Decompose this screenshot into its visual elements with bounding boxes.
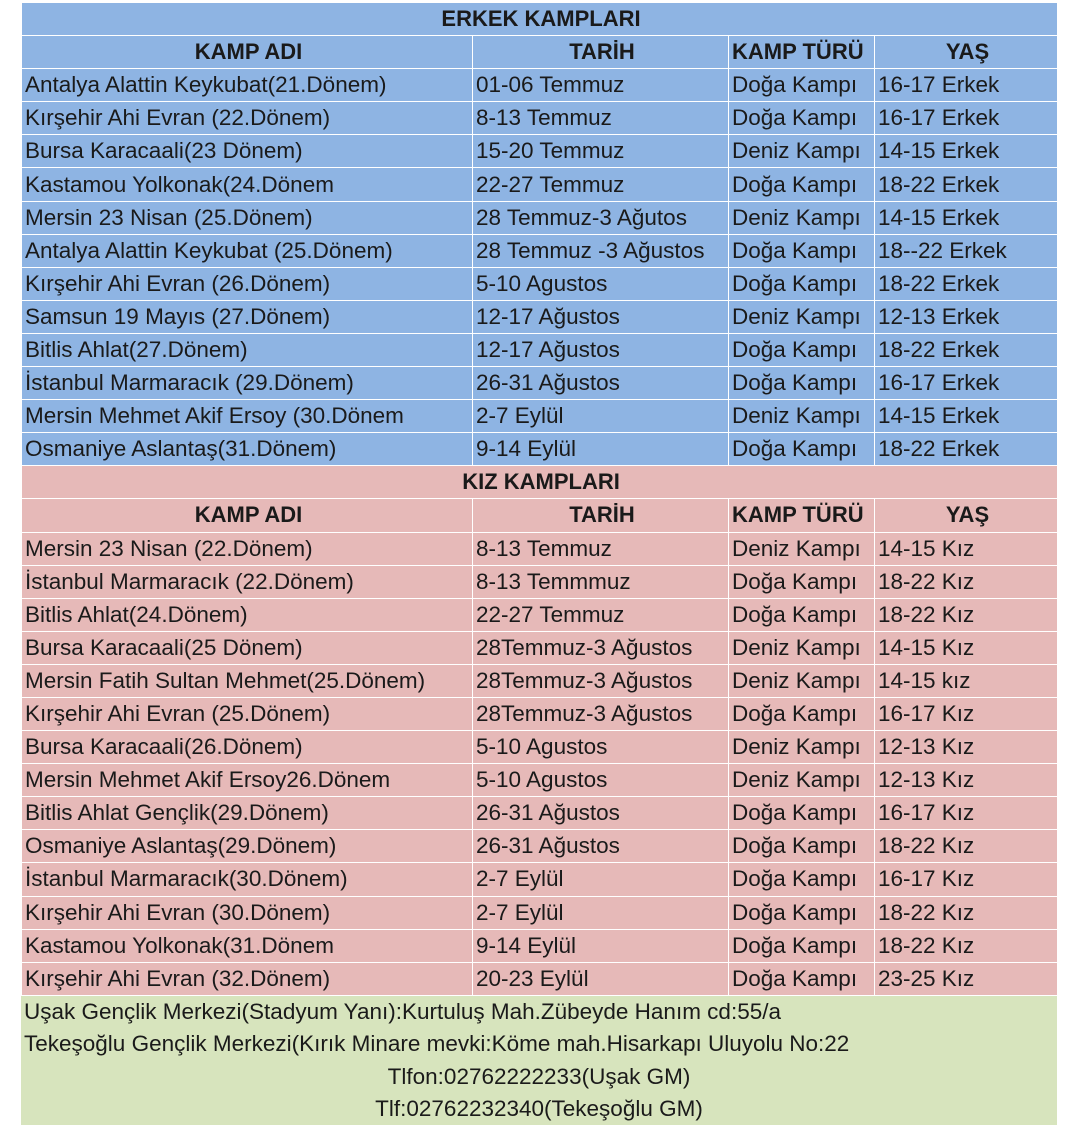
date-cell: 5-10 Agustos — [473, 267, 729, 300]
camp-type-cell: Doğa Kampı — [729, 797, 875, 830]
camp-name-cell: Kastamou Yolkonak(31.Dönem — [22, 929, 473, 962]
age-cell: 16-17 Erkek — [875, 367, 1058, 400]
table-row — [22, 367, 1058, 400]
age-cell: 12-13 Kız — [875, 731, 1058, 764]
age-cell: 14-15 Erkek — [875, 400, 1058, 433]
date-cell: 28Temmuz-3 Ağustos — [473, 631, 729, 664]
age-cell: 18-22 Kız — [875, 929, 1058, 962]
camp-name-cell: Kırşehir Ahi Evran (25.Dönem) — [22, 697, 473, 730]
date-cell: 28 Temmuz-3 Ağutos — [473, 201, 729, 234]
camp-name-cell: Bitlis Ahlat(24.Dönem) — [22, 598, 473, 631]
camp-type-cell: Doğa Kampı — [729, 367, 875, 400]
table-row — [22, 201, 1058, 234]
table-row — [22, 631, 1058, 664]
age-cell: 18-22 Erkek — [875, 433, 1058, 466]
camp-name-cell: Kırşehir Ahi Evran (32.Dönem) — [22, 962, 473, 995]
camp-type-cell: Doğa Kampı — [729, 697, 875, 730]
date-cell: 26-31 Ağustos — [473, 797, 729, 830]
date-cell: 22-27 Temmuz — [473, 168, 729, 201]
camp-type-cell: Deniz Kampı — [729, 300, 875, 333]
age-cell: 14-15 Kız — [875, 631, 1058, 664]
camp-type-cell: Doğa Kampı — [729, 565, 875, 598]
table-row — [22, 333, 1058, 366]
camp-name-cell: Antalya Alattin Keykubat (25.Dönem) — [22, 234, 473, 267]
date-cell: 8-13 Temmmuz — [473, 565, 729, 598]
date-cell: 9-14 Eylül — [473, 433, 729, 466]
table-row — [22, 102, 1058, 135]
date-cell: 15-20 Temmuz — [473, 135, 729, 168]
camp-name-cell: Kırşehir Ahi Evran (26.Dönem) — [22, 267, 473, 300]
table-row — [22, 234, 1058, 267]
date-cell: 26-31 Ağustos — [473, 367, 729, 400]
date-cell: 12-17 Ağustos — [473, 300, 729, 333]
header-date: TARİH — [473, 36, 729, 69]
male-section-title: ERKEK KAMPLARI — [22, 3, 1058, 36]
camp-schedule-sheet — [21, 2, 1057, 1125]
date-cell: 2-7 Eylül — [473, 400, 729, 433]
date-cell: 28 Temmuz -3 Ağustos — [473, 234, 729, 267]
age-cell: 14-15 Erkek — [875, 135, 1058, 168]
table-row — [22, 400, 1058, 433]
date-cell: 2-7 Eylül — [473, 896, 729, 929]
table-row — [22, 929, 1058, 962]
camp-name-cell: Osmaniye Aslantaş(29.Dönem) — [22, 830, 473, 863]
age-cell: 18-22 Erkek — [875, 168, 1058, 201]
contact-footer — [21, 996, 1057, 1125]
table-row — [22, 300, 1058, 333]
date-cell: 28Temmuz-3 Ağustos — [473, 697, 729, 730]
age-cell: 16-17 Erkek — [875, 102, 1058, 135]
camp-name-cell: Antalya Alattin Keykubat(21.Dönem) — [22, 69, 473, 102]
date-cell: 26-31 Ağustos — [473, 830, 729, 863]
address-usak: Uşak Gençlik Merkezi(Stadyum Yanı):Kurtuluş Mah.Zübeyde Hanım cd:55/a — [24, 998, 781, 1024]
female-header-row — [22, 499, 1058, 532]
male-section-title-row — [22, 3, 1058, 36]
header-camp-type: KAMP TÜRÜ — [729, 36, 875, 69]
date-cell: 22-27 Temmuz — [473, 598, 729, 631]
camp-type-cell: Doğa Kampı — [729, 102, 875, 135]
camp-name-cell: Bitlis Ahlat(27.Dönem) — [22, 333, 473, 366]
table-row — [22, 830, 1058, 863]
camp-type-cell: Doğa Kampı — [729, 69, 875, 102]
camp-name-cell: Kastamou Yolkonak(24.Dönem — [22, 168, 473, 201]
age-cell: 14-15 Kız — [875, 532, 1058, 565]
age-cell: 16-17 Kız — [875, 697, 1058, 730]
header-camp-name: KAMP ADI — [22, 36, 473, 69]
female-camps-section — [22, 466, 1058, 996]
table-row — [22, 135, 1058, 168]
age-cell: 23-25 Kız — [875, 962, 1058, 995]
age-cell: 16-17 Kız — [875, 863, 1058, 896]
header-age: YAŞ — [875, 36, 1058, 69]
camp-type-cell: Deniz Kampı — [729, 201, 875, 234]
date-cell: 2-7 Eylül — [473, 863, 729, 896]
table-row — [22, 598, 1058, 631]
camp-table — [21, 2, 1058, 996]
camp-type-cell: Deniz Kampı — [729, 764, 875, 797]
date-cell: 20-23 Eylül — [473, 962, 729, 995]
camp-name-cell: Bitlis Ahlat Gençlik(29.Dönem) — [22, 797, 473, 830]
age-cell: 14-15 Erkek — [875, 201, 1058, 234]
camp-name-cell: Osmaniye Aslantaş(31.Dönem) — [22, 433, 473, 466]
date-cell: 5-10 Agustos — [473, 764, 729, 797]
camp-type-cell: Deniz Kampı — [729, 400, 875, 433]
age-cell: 12-13 Kız — [875, 764, 1058, 797]
camp-name-cell: Kırşehir Ahi Evran (30.Dönem) — [22, 896, 473, 929]
female-section-title: KIZ KAMPLARI — [22, 466, 1058, 499]
camp-name-cell: Mersin Mehmet Akif Ersoy (30.Dönem — [22, 400, 473, 433]
camp-type-cell: Doğa Kampı — [729, 168, 875, 201]
camp-name-cell: Samsun 19 Mayıs (27.Dönem) — [22, 300, 473, 333]
age-cell: 16-17 Erkek — [875, 69, 1058, 102]
camp-type-cell: Deniz Kampı — [729, 135, 875, 168]
camp-name-cell: Bursa Karacaali(23 Dönem) — [22, 135, 473, 168]
date-cell: 28Temmuz-3 Ağustos — [473, 664, 729, 697]
camp-type-cell: Deniz Kampı — [729, 731, 875, 764]
phone-tekesoglu: Tlf:02762232340(Tekeşoğlu GM) — [375, 1095, 703, 1121]
table-row — [22, 168, 1058, 201]
camp-type-cell: Doğa Kampı — [729, 267, 875, 300]
table-row — [22, 896, 1058, 929]
camp-name-cell: İstanbul Marmaracık(30.Dönem) — [22, 863, 473, 896]
age-cell: 18-22 Erkek — [875, 333, 1058, 366]
age-cell: 16-17 Kız — [875, 797, 1058, 830]
camp-name-cell: Kırşehir Ahi Evran (22.Dönem) — [22, 102, 473, 135]
table-row — [22, 433, 1058, 466]
camp-type-cell: Doğa Kampı — [729, 863, 875, 896]
camp-type-cell: Doğa Kampı — [729, 962, 875, 995]
camp-type-cell: Doğa Kampı — [729, 598, 875, 631]
camp-name-cell: İstanbul Marmaracık (22.Dönem) — [22, 565, 473, 598]
age-cell: 18--22 Erkek — [875, 234, 1058, 267]
age-cell: 18-22 Kız — [875, 830, 1058, 863]
age-cell: 18-22 Kız — [875, 565, 1058, 598]
age-cell: 12-13 Erkek — [875, 300, 1058, 333]
table-row — [22, 731, 1058, 764]
camp-type-cell: Doğa Kampı — [729, 929, 875, 962]
table-row — [22, 565, 1058, 598]
table-row — [22, 664, 1058, 697]
age-cell: 14-15 kız — [875, 664, 1058, 697]
camp-name-cell: Mersin Fatih Sultan Mehmet(25.Dönem) — [22, 664, 473, 697]
camp-type-cell: Doğa Kampı — [729, 234, 875, 267]
phone-usak: Tlfon:02762222233(Uşak GM) — [387, 1063, 691, 1089]
address-tekesoglu: Tekeşoğlu Gençlik Merkezi(Kırık Minare mevki:Köme mah.Hisarkapı Uluyolu No:22 — [24, 1031, 850, 1057]
camp-type-cell: Doğa Kampı — [729, 830, 875, 863]
camp-name-cell: Bursa Karacaali(26.Dönem) — [22, 731, 473, 764]
camp-name-cell: Bursa Karacaali(25 Dönem) — [22, 631, 473, 664]
male-header-row — [22, 36, 1058, 69]
camp-name-cell: Mersin Mehmet Akif Ersoy26.Dönem — [22, 764, 473, 797]
date-cell: 5-10 Agustos — [473, 731, 729, 764]
table-row — [22, 532, 1058, 565]
age-cell: 18-22 Kız — [875, 896, 1058, 929]
header-camp-type: KAMP TÜRÜ — [729, 499, 875, 532]
camp-type-cell: Deniz Kampı — [729, 631, 875, 664]
camp-type-cell: Doğa Kampı — [729, 433, 875, 466]
date-cell: 8-13 Temmuz — [473, 532, 729, 565]
camp-type-cell: Doğa Kampı — [729, 333, 875, 366]
date-cell: 12-17 Ağustos — [473, 333, 729, 366]
camp-type-cell: Deniz Kampı — [729, 532, 875, 565]
header-camp-name: KAMP ADI — [22, 499, 473, 532]
table-row — [22, 797, 1058, 830]
age-cell: 18-22 Erkek — [875, 267, 1058, 300]
table-row — [22, 697, 1058, 730]
table-row — [22, 69, 1058, 102]
age-cell: 18-22 Kız — [875, 598, 1058, 631]
camp-name-cell: Mersin 23 Nisan (22.Dönem) — [22, 532, 473, 565]
date-cell: 9-14 Eylül — [473, 929, 729, 962]
camp-name-cell: İstanbul Marmaracık (29.Dönem) — [22, 367, 473, 400]
male-camps-section — [22, 3, 1058, 466]
header-date: TARİH — [473, 499, 729, 532]
table-row — [22, 863, 1058, 896]
header-age: YAŞ — [875, 499, 1058, 532]
table-row — [22, 764, 1058, 797]
female-section-title-row — [22, 466, 1058, 499]
table-row — [22, 962, 1058, 995]
camp-name-cell: Mersin 23 Nisan (25.Dönem) — [22, 201, 473, 234]
camp-type-cell: Doğa Kampı — [729, 896, 875, 929]
camp-type-cell: Deniz Kampı — [729, 664, 875, 697]
date-cell: 8-13 Temmuz — [473, 102, 729, 135]
date-cell: 01-06 Temmuz — [473, 69, 729, 102]
table-row — [22, 267, 1058, 300]
